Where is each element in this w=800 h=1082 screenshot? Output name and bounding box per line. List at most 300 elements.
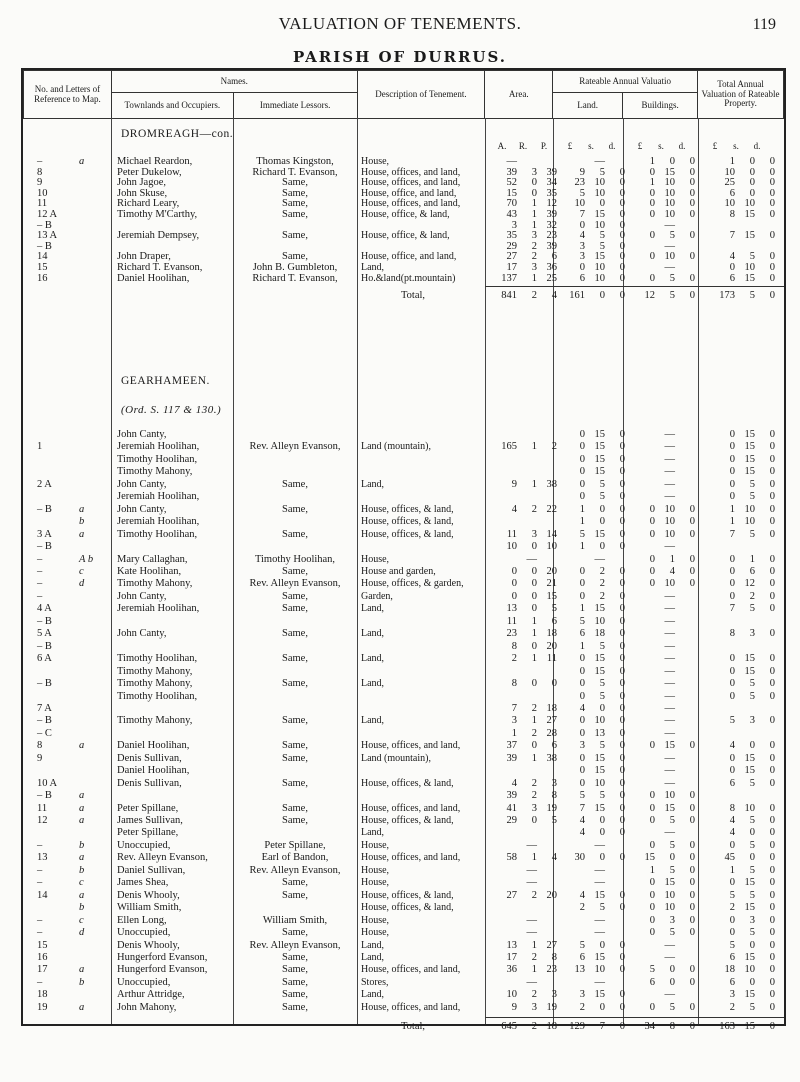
total-valuation: 0 xyxy=(729,491,735,503)
table-row xyxy=(23,209,784,220)
area-value: 1 xyxy=(531,441,537,453)
total-valuation: 7 xyxy=(729,528,735,540)
land-valuation: 1 xyxy=(579,640,585,652)
area-value: — xyxy=(526,914,537,926)
total-valuation: 5 xyxy=(749,690,755,702)
building-valuation: — xyxy=(664,615,675,627)
building-valuation: 0 xyxy=(689,251,695,263)
immediate-lessor: Same, xyxy=(282,177,308,189)
map-ref-number: 3 A xyxy=(37,528,52,540)
occupier-name: Timothy Mahony, xyxy=(117,665,193,677)
map-ref-number: – xyxy=(37,565,43,577)
area-value: 8 xyxy=(551,951,557,963)
building-valuation: 10 xyxy=(664,528,675,540)
map-ref-letter: b xyxy=(79,839,85,851)
map-ref-letter: d xyxy=(79,927,85,938)
header-description: Description of Tenement. xyxy=(357,71,485,119)
area-value: 39 xyxy=(506,166,517,178)
area-value: 22 xyxy=(546,503,557,515)
building-valuation: 10 xyxy=(664,902,675,914)
area-value: 39 xyxy=(506,790,517,802)
tenement-description: Land, xyxy=(361,603,385,615)
land-valuation: 0 xyxy=(619,219,625,231)
land-valuation: 15 xyxy=(594,466,605,478)
building-valuation: — xyxy=(664,640,675,652)
total-valuation: 15 xyxy=(744,441,755,453)
area-value: 0 xyxy=(531,541,537,552)
land-valuation: 5 xyxy=(599,790,605,802)
area-value: 23 xyxy=(546,230,557,242)
header-ref: No. and Letters of Reference to Map. xyxy=(24,71,112,119)
occupier-name: Timothy Hoolihan, xyxy=(117,528,198,540)
area-value: 0 xyxy=(531,578,537,590)
table-row xyxy=(23,940,784,951)
table-row xyxy=(23,479,784,490)
land-valuation: 0 xyxy=(619,262,625,273)
table-row xyxy=(23,890,784,901)
land-valuation: 0 xyxy=(579,219,585,231)
land-valuation: 0 xyxy=(619,702,625,714)
land-valuation: — xyxy=(594,839,605,851)
area-value: 14 xyxy=(546,528,557,540)
area-value: 39 xyxy=(546,166,557,178)
area-value: 20 xyxy=(546,889,557,901)
total-buildings: 5 xyxy=(669,290,675,302)
building-valuation: — xyxy=(664,478,675,490)
building-valuation: — xyxy=(664,752,675,764)
building-valuation: 0 xyxy=(689,503,695,515)
occupier-name: Timothy Mahony, xyxy=(117,678,193,689)
total-valuation: 10 xyxy=(744,503,755,515)
land-valuation: 0 xyxy=(619,727,625,739)
building-valuation: 0 xyxy=(689,852,695,864)
map-ref-number: 1 xyxy=(37,441,43,453)
total-valuation: 0 xyxy=(769,777,775,789)
land-valuation: 0 xyxy=(619,251,625,263)
area-value: — xyxy=(526,864,537,876)
total-valuation: 0 xyxy=(729,553,735,565)
land-valuation: 15 xyxy=(594,989,605,1001)
map-ref-number: – B xyxy=(37,640,52,652)
total-valuation: 0 xyxy=(769,251,775,263)
area-value: 0 xyxy=(511,590,517,602)
total-valuation: 0 xyxy=(769,187,775,199)
area-value: 39 xyxy=(506,752,517,764)
building-valuation: 1 xyxy=(649,864,655,876)
building-valuation: 0 xyxy=(689,553,695,565)
map-ref-number: 7 A xyxy=(37,702,52,714)
tenement-description: House, xyxy=(361,156,390,167)
total-valuation: 5 xyxy=(749,864,755,876)
table-row xyxy=(23,641,784,652)
total-valuation: 8 xyxy=(729,209,735,220)
map-ref-number: 10 xyxy=(37,187,48,199)
area-value: 1 xyxy=(531,939,537,951)
occupier-name: Arthur Attridge, xyxy=(117,989,185,1001)
header-total: Total Annual Valuation of Rateable Property. xyxy=(698,71,784,119)
occupier-name: John Mahony, xyxy=(117,1001,177,1013)
land-valuation: 0 xyxy=(599,852,605,864)
total-valuation: 0 xyxy=(769,914,775,926)
table-row xyxy=(23,504,784,515)
total-valuation: 0 xyxy=(769,603,775,615)
map-ref-letter: c xyxy=(79,565,84,577)
tenement-description: House, offices, and land, xyxy=(361,964,461,976)
table-row xyxy=(23,753,784,764)
area-value: 4 xyxy=(551,852,557,864)
immediate-lessor: Same, xyxy=(282,590,308,602)
total-valuation: 1 xyxy=(749,553,755,565)
area-value: 43 xyxy=(506,209,517,220)
table-row xyxy=(23,964,784,975)
immediate-lessor: Same, xyxy=(282,478,308,490)
building-valuation: — xyxy=(664,939,675,951)
tenement-description: House and garden, xyxy=(361,565,436,577)
building-valuation: 1 xyxy=(669,553,675,565)
area-value: 3 xyxy=(511,715,517,727)
total-valuation: 0 xyxy=(769,230,775,242)
land-valuation: 6 xyxy=(579,951,585,963)
table-row xyxy=(23,778,784,789)
total-valuation: 5 xyxy=(749,777,755,789)
land-valuation: 5 xyxy=(599,478,605,490)
building-valuation: 5 xyxy=(669,864,675,876)
immediate-lessor: Rev. Alleyn Evanson, xyxy=(249,939,341,951)
area-value: 1 xyxy=(531,852,537,864)
immediate-lessor: Same, xyxy=(282,927,308,938)
land-valuation: 0 xyxy=(619,790,625,802)
building-valuation: 0 xyxy=(689,187,695,199)
area-value: — xyxy=(526,877,537,889)
total-buildings: 0 xyxy=(689,290,695,302)
land-valuation: 5 xyxy=(599,240,605,252)
tenement-description: Land, xyxy=(361,678,385,689)
building-valuation: 10 xyxy=(664,177,675,189)
total-valuation: 15 xyxy=(744,1021,755,1033)
building-valuation: 0 xyxy=(649,565,655,577)
building-valuation: 0 xyxy=(689,740,695,752)
land-valuation: 3 xyxy=(579,251,585,263)
unit-label: s. xyxy=(588,141,594,151)
area-value: 58 xyxy=(506,852,517,864)
land-valuation: 15 xyxy=(594,429,605,440)
land-valuation: — xyxy=(594,877,605,889)
total-valuation: 0 xyxy=(769,166,775,178)
area-value: 1 xyxy=(531,209,537,220)
land-valuation: 0 xyxy=(579,466,585,478)
total-valuation: 4 xyxy=(729,740,735,752)
map-ref-number: 4 A xyxy=(37,603,52,615)
total-valuation: 0 xyxy=(749,187,755,199)
building-valuation: 5 xyxy=(669,927,675,938)
table-row xyxy=(23,703,784,714)
building-valuation: 0 xyxy=(669,156,675,167)
occupier-name: John Draper, xyxy=(117,251,171,263)
total-valuation: 0 xyxy=(729,678,735,689)
land-valuation: 4 xyxy=(579,827,585,839)
land-valuation: 13 xyxy=(594,727,605,739)
total-valuation: 0 xyxy=(729,590,735,602)
total-valuation: 6 xyxy=(749,565,755,577)
map-ref-number: 8 xyxy=(37,740,43,752)
immediate-lessor: Same, xyxy=(282,815,308,826)
total-valuation: 0 xyxy=(729,453,735,465)
building-valuation: 0 xyxy=(689,902,695,914)
building-valuation: — xyxy=(664,441,675,453)
land-valuation: 1 xyxy=(579,603,585,615)
building-valuation: 0 xyxy=(689,927,695,938)
land-valuation: 0 xyxy=(579,715,585,727)
building-valuation: 15 xyxy=(664,802,675,814)
area-value: 25 xyxy=(546,272,557,284)
area-value: 8 xyxy=(511,678,517,689)
building-valuation: 0 xyxy=(689,272,695,284)
map-ref-number: – B xyxy=(37,615,52,627)
building-valuation: 6 xyxy=(649,976,655,988)
total-valuation: 0 xyxy=(769,690,775,702)
total-valuation: 4 xyxy=(729,815,735,826)
building-valuation: 0 xyxy=(689,198,695,210)
table-row xyxy=(23,541,784,552)
building-valuation: — xyxy=(664,429,675,440)
area-value: 23 xyxy=(506,628,517,640)
map-ref-letter: b xyxy=(79,902,85,914)
land-valuation: 0 xyxy=(599,541,605,552)
land-valuation: 5 xyxy=(599,640,605,652)
area-value: 15 xyxy=(506,187,517,199)
area-value: 0 xyxy=(531,590,537,602)
occupier-name: John Canty, xyxy=(117,429,167,440)
building-valuation: 0 xyxy=(689,528,695,540)
building-valuation: 10 xyxy=(664,790,675,802)
total-valuation: 3 xyxy=(749,628,755,640)
building-valuation: 0 xyxy=(649,516,655,528)
building-valuation: 10 xyxy=(664,198,675,210)
land-valuation: 15 xyxy=(594,889,605,901)
total-valuation: 15 xyxy=(744,429,755,440)
area-value: 0 xyxy=(511,578,517,590)
total-label: Total, xyxy=(401,1021,426,1033)
building-valuation: — xyxy=(664,590,675,602)
area-value: 2 xyxy=(531,951,537,963)
unit-label: s. xyxy=(733,141,739,151)
total-valuation: 0 xyxy=(729,653,735,665)
land-valuation: 0 xyxy=(619,1001,625,1013)
table-row xyxy=(23,241,784,252)
land-valuation: 5 xyxy=(599,740,605,752)
total-valuation: 5 xyxy=(749,1001,755,1013)
area-value: 3 xyxy=(531,528,537,540)
building-valuation: 0 xyxy=(689,156,695,167)
occupier-name: Kate Hoolihan, xyxy=(117,565,182,577)
immediate-lessor: Same, xyxy=(282,187,308,199)
table-row xyxy=(23,852,784,863)
total-valuation: 15 xyxy=(744,653,755,665)
area-value: 36 xyxy=(546,262,557,273)
building-valuation: 1 xyxy=(649,177,655,189)
building-valuation: — xyxy=(664,453,675,465)
header-lessors: Immediate Lessors. xyxy=(233,93,357,119)
immediate-lessor: Same, xyxy=(282,565,308,577)
land-valuation: 0 xyxy=(579,653,585,665)
total-valuation: 0 xyxy=(769,453,775,465)
land-valuation: 15 xyxy=(594,453,605,465)
total-valuation: 0 xyxy=(749,177,755,189)
land-valuation: 0 xyxy=(619,715,625,727)
land-valuation: 1 xyxy=(579,516,585,528)
tenement-description: Land, xyxy=(361,989,385,1001)
building-valuation: 0 xyxy=(649,503,655,515)
area-value: 3 xyxy=(511,219,517,231)
total-valuation: 3 xyxy=(749,914,755,926)
immediate-lessor: William Smith, xyxy=(262,914,328,926)
land-valuation: 6 xyxy=(579,628,585,640)
land-valuation: 10 xyxy=(594,187,605,199)
land-valuation: 0 xyxy=(599,1001,605,1013)
total-valuation: 0 xyxy=(769,1021,775,1033)
total-valuation: 12 xyxy=(744,578,755,590)
total-area: 4 xyxy=(551,290,557,302)
immediate-lessor: Same, xyxy=(282,976,308,988)
immediate-lessor: Same, xyxy=(282,503,308,515)
building-valuation: — xyxy=(664,240,675,252)
table-row xyxy=(23,666,784,677)
building-valuation: 0 xyxy=(669,964,675,976)
occupier-name: John Canty, xyxy=(117,478,167,490)
total-valuation: 6 xyxy=(729,777,735,789)
total-valuation: 15 xyxy=(744,272,755,284)
total-valuation: 15 xyxy=(744,209,755,220)
building-valuation: 10 xyxy=(664,578,675,590)
land-valuation: 10 xyxy=(594,262,605,273)
immediate-lessor: Same, xyxy=(282,603,308,615)
land-valuation: 30 xyxy=(574,852,585,864)
tenement-description: Land, xyxy=(361,715,385,727)
area-value: — xyxy=(526,839,537,851)
building-valuation: 5 xyxy=(649,964,655,976)
total-valuation: 0 xyxy=(769,976,775,988)
area-value: 29 xyxy=(506,815,517,826)
total-valuation: 6 xyxy=(729,272,735,284)
table-row xyxy=(23,603,784,614)
immediate-lessor: Same, xyxy=(282,678,308,689)
header-land: Land. xyxy=(553,93,623,119)
total-valuation: 5 xyxy=(749,889,755,901)
map-ref-number: – xyxy=(37,839,43,851)
table-row xyxy=(23,691,784,702)
land-valuation: 10 xyxy=(594,777,605,789)
building-valuation: — xyxy=(664,678,675,689)
parish-title: PARISH OF DURRUS. xyxy=(292,48,508,66)
total-valuation: 0 xyxy=(729,765,735,777)
total-valuation: 0 xyxy=(769,628,775,640)
total-row xyxy=(23,290,784,301)
land-valuation: 0 xyxy=(579,665,585,677)
total-valuation: 15 xyxy=(744,230,755,242)
land-valuation: 4 xyxy=(579,889,585,901)
land-valuation: 10 xyxy=(594,964,605,976)
land-valuation: 0 xyxy=(619,902,625,914)
occupier-name: Denis Whooly, xyxy=(117,889,180,901)
area-value: 8 xyxy=(551,790,557,802)
area-value: 8 xyxy=(511,640,517,652)
area-value: 41 xyxy=(506,802,517,814)
building-valuation: 10 xyxy=(664,251,675,263)
total-valuation: 0 xyxy=(729,839,735,851)
tenement-description: House, offices, & land, xyxy=(361,516,454,528)
total-valuation: 15 xyxy=(744,665,755,677)
unit-label: £ xyxy=(567,141,573,151)
map-ref-number: – B xyxy=(37,219,52,231)
area-value: 52 xyxy=(506,177,517,189)
area-value: 2 xyxy=(531,251,537,263)
tenement-description: Land, xyxy=(361,478,385,490)
building-valuation: — xyxy=(664,690,675,702)
occupier-name: Timothy Hoolihan, xyxy=(117,690,198,702)
area-value: 19 xyxy=(546,1001,557,1013)
total-valuation: 5 xyxy=(749,839,755,851)
area-value: 37 xyxy=(506,740,517,752)
table-row xyxy=(23,678,784,689)
tenement-description: Stores, xyxy=(361,976,389,988)
area-value: — xyxy=(506,156,517,167)
unit-label: £ xyxy=(637,141,643,151)
header-names: Names. xyxy=(111,71,357,93)
area-value: 7 xyxy=(511,702,517,714)
area-value: 20 xyxy=(546,565,557,577)
land-valuation: 0 xyxy=(619,528,625,540)
land-valuation: 5 xyxy=(599,678,605,689)
total-valuation: 163 xyxy=(719,1021,735,1033)
total-valuation: 0 xyxy=(769,198,775,210)
total-area: 2 xyxy=(531,1021,537,1033)
land-valuation: 0 xyxy=(619,678,625,689)
land-valuation: 0 xyxy=(619,209,625,220)
map-ref-number: – B xyxy=(37,790,52,802)
area-value: 38 xyxy=(546,478,557,490)
building-valuation: 10 xyxy=(664,209,675,220)
occupier-name: Peter Dukelow, xyxy=(117,166,182,178)
total-valuation: 1 xyxy=(729,156,735,167)
total-valuation: 15 xyxy=(744,951,755,963)
land-valuation: 15 xyxy=(594,441,605,453)
table-header xyxy=(23,70,784,119)
table-row xyxy=(23,765,784,776)
total-valuation: 4 xyxy=(729,251,735,263)
table-row xyxy=(23,188,784,199)
building-valuation: 3 xyxy=(669,914,675,926)
immediate-lessor: John B. Gumbleton, xyxy=(252,262,338,273)
tenement-description: House, offices, & land, xyxy=(361,528,454,540)
occupier-name: John Jagoe, xyxy=(117,177,166,189)
table-row xyxy=(23,578,784,589)
land-valuation: 15 xyxy=(594,251,605,263)
building-valuation: 0 xyxy=(689,839,695,851)
map-ref-number: – xyxy=(37,590,43,602)
building-valuation: 0 xyxy=(649,815,655,826)
immediate-lessor: Richard T. Evanson, xyxy=(252,166,338,178)
table-row xyxy=(23,790,784,801)
table-row xyxy=(23,529,784,540)
land-valuation: 0 xyxy=(599,503,605,515)
header-rateable: Rateable Annual Valuatio xyxy=(553,71,698,93)
land-valuation: 0 xyxy=(579,777,585,789)
land-valuation: 0 xyxy=(599,516,605,528)
map-ref-number: 13 A xyxy=(37,230,58,242)
building-valuation: 0 xyxy=(649,578,655,590)
area-value: 2 xyxy=(531,503,537,515)
land-valuation: 0 xyxy=(599,702,605,714)
